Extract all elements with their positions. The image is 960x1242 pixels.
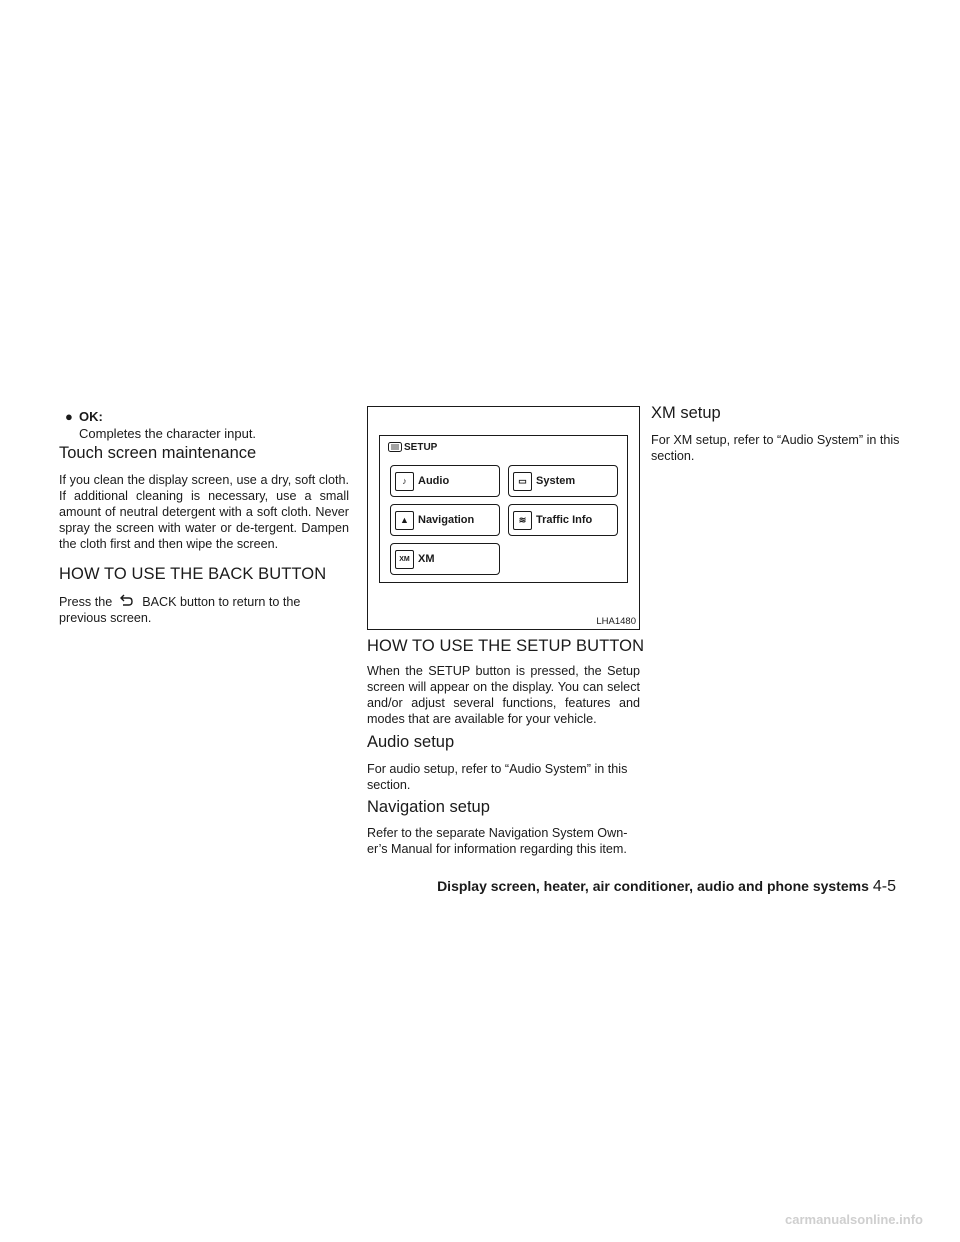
setup-icon: [388, 442, 402, 452]
system-button[interactable]: ▭ System: [508, 465, 618, 497]
setup-screen-title: SETUP: [388, 442, 437, 453]
back-text-pre: Press the: [59, 595, 113, 609]
touch-screen-body: If you clean the display screen, use a dry, soft cloth. If additional cleaning is necessary, use a small amount of neutral detergent with a soft cloth. Never spray the screen with water or de-tergent. Dampen the cloth first and then wipe the screen.: [59, 473, 349, 551]
audio-setup-body: For audio setup, refer to “Audio System” in this section.: [367, 762, 628, 792]
navigation-arrow-icon: ▲: [395, 511, 414, 530]
setup-button-heading: HOW TO USE THE SETUP BUTTON: [367, 637, 645, 655]
ok-description: Completes the character input.: [79, 426, 257, 441]
setup-screen: [379, 435, 628, 583]
traffic-icon: ≋: [513, 511, 532, 530]
section-title: Display screen, heater, air conditioner, audio and phone systems: [437, 878, 869, 894]
watermark: carmanualsonline.info: [785, 1212, 923, 1227]
navigation-button[interactable]: ▲ Navigation: [390, 504, 500, 536]
ok-bullet: [65, 408, 256, 442]
monitor-icon: ▭: [513, 472, 532, 491]
navigation-setup-body: Refer to the separate Navigation System Own-er’s Manual for information regarding this item.: [367, 826, 628, 856]
music-note-icon: ♪: [395, 472, 414, 491]
touch-screen-heading: Touch screen maintenance: [59, 444, 257, 462]
setup-button-body: When the SETUP button is pressed, the Setup screen will appear on the display. You can select and/or adjust several functions, features and modes that are available for your vehicle.: [367, 664, 640, 726]
back-button-heading: HOW TO USE THE BACK BUTTON: [59, 565, 327, 583]
setup-screen-figure: [367, 406, 640, 630]
xm-button[interactable]: XM XM: [390, 543, 500, 575]
xm-setup-heading: XM setup: [651, 404, 721, 422]
xm-icon: XM: [395, 550, 414, 569]
ok-label: OK:: [79, 409, 103, 424]
traffic-info-button[interactable]: ≋ Traffic Info: [508, 504, 618, 536]
audio-button[interactable]: ♪ Audio: [390, 465, 500, 497]
back-arrow-icon: [112, 594, 142, 608]
figure-label: LHA1480: [596, 616, 636, 627]
page-footer: [437, 878, 896, 896]
back-button-body: [59, 594, 349, 626]
bullet-dot: ●: [65, 409, 73, 424]
audio-setup-heading: Audio setup: [367, 733, 455, 751]
navigation-setup-heading: Navigation setup: [367, 798, 490, 816]
back-text-post: BACK button to return to the previous screen.: [59, 595, 301, 625]
page-number: 4-5: [872, 878, 896, 895]
xm-setup-body: For XM setup, refer to “Audio System” in this section.: [651, 433, 900, 463]
